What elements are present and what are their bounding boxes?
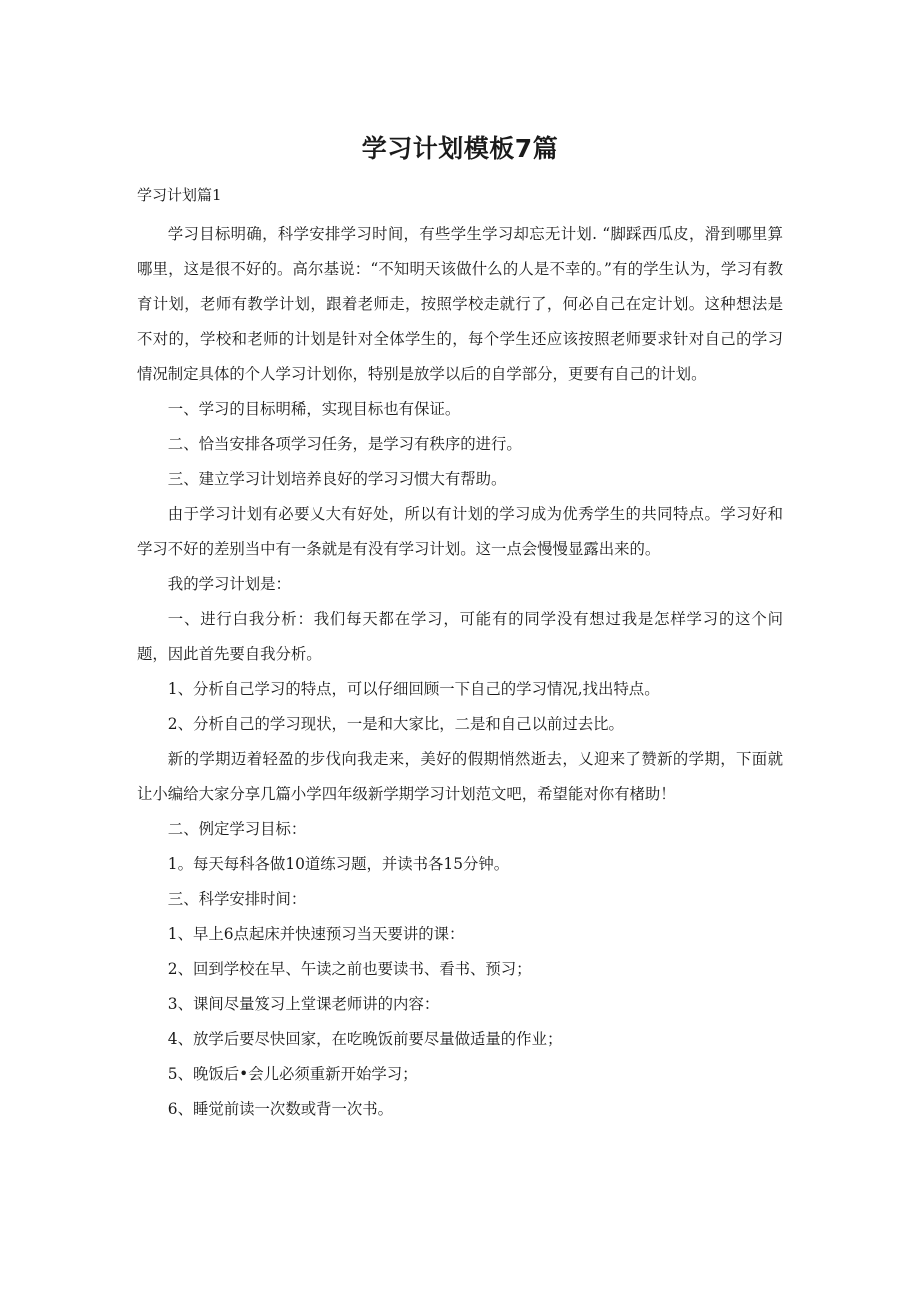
paragraph-analysis-2: 2、分析自己的学习现状，一是和大家比，二是和自己以前过去比。 <box>167 715 624 733</box>
paragraph-schedule-2: 2、回到学校在早、午读之前也要读书、看书、预习； <box>167 960 532 978</box>
section-heading: 学习计划篇1 <box>137 186 222 204</box>
paragraph-schedule-1: 1、早上6点起床并快速预习当天要讲的课： <box>167 925 465 943</box>
paragraph-schedule-5: 5、晚饭后•会儿必须重新开始学习； <box>167 1065 418 1083</box>
paragraph-schedule-3: 3、课间尽量笈习上堂课老师讲的内容： <box>167 995 440 1013</box>
paragraph-schedule-heading: 三、科学安排时间： <box>167 890 307 908</box>
paragraph-self-analysis: 一、进行白我分析：我们每天都在学习，可能有的同学没有想过我是怎样学习的这个问题，因此首先要自我分析。 <box>137 610 783 663</box>
paragraph-analysis-1: 1、分析自己学习的特点，可以仔细回顾一下自己的学习情况,找出特点。 <box>167 680 660 698</box>
paragraph-goal-1: 1。每天每科各做10道练习题，并读书各15分钟。 <box>167 855 510 873</box>
paragraph-schedule-4: 4、放学后要尽快回家，在吃晚饭前要尽量做适量的作业； <box>167 1030 563 1048</box>
paragraph-point-1: 一、学习的目标明稀，实现目标也有保证。 <box>167 400 461 418</box>
paragraph-new-term: 新的学期迈着轻盈的步伐向我走来，美好的假期悄然逝去，乂迎来了赞新的学期，下面就让小编给大家分享几篇小学四年级新学期学习计划范文吧，希望能对你有楮助！ <box>137 750 783 803</box>
document-title: 学习计划模板7篇 <box>361 134 559 163</box>
paragraph-goals-heading: 二、例定学习目标： <box>167 820 307 838</box>
paragraph-point-2: 二、恰当安排各项学习任务，是学习有秩序的进行。 <box>167 435 522 453</box>
paragraph-benefit: 由于学习计划有必要乂大有好处，所以有计划的学习成为优秀学生的共同特点。学习好和学习不好的差别当中有一条就是有没有学习计划。这一点会慢慢显露出来的。 <box>137 505 783 558</box>
paragraph-intro: 学习目标明确，科学安排学习时间，有些学生学习却忘无计划. “脚踩西瓜皮，滑到哪里算哪里，这是很不好的。高尔基说：“不知明天该做什么的人是不幸的。”有的学生认为，学习有教育计划，老师有教学计划，跟着老师走，按照学校走就行了，何必自己在定计划。这种想法是不对的，学校和老师的计划是针对全体学生的，每个学生还应该按照老师要求针对自己的学习情况制定具体的个人学习计划你，特别是放学以后的自学部分，更要有自己的计划。 <box>137 225 783 383</box>
paragraph-my-plan: 我的学习计划是： <box>167 575 291 593</box>
document-body <box>137 217 783 1127</box>
paragraph-schedule-6: 6、睡觉前读一次数或背一次书。 <box>167 1100 394 1118</box>
paragraph-point-3: 三、建立学习计划培养良好的学习习惯大有帮助。 <box>167 470 507 488</box>
